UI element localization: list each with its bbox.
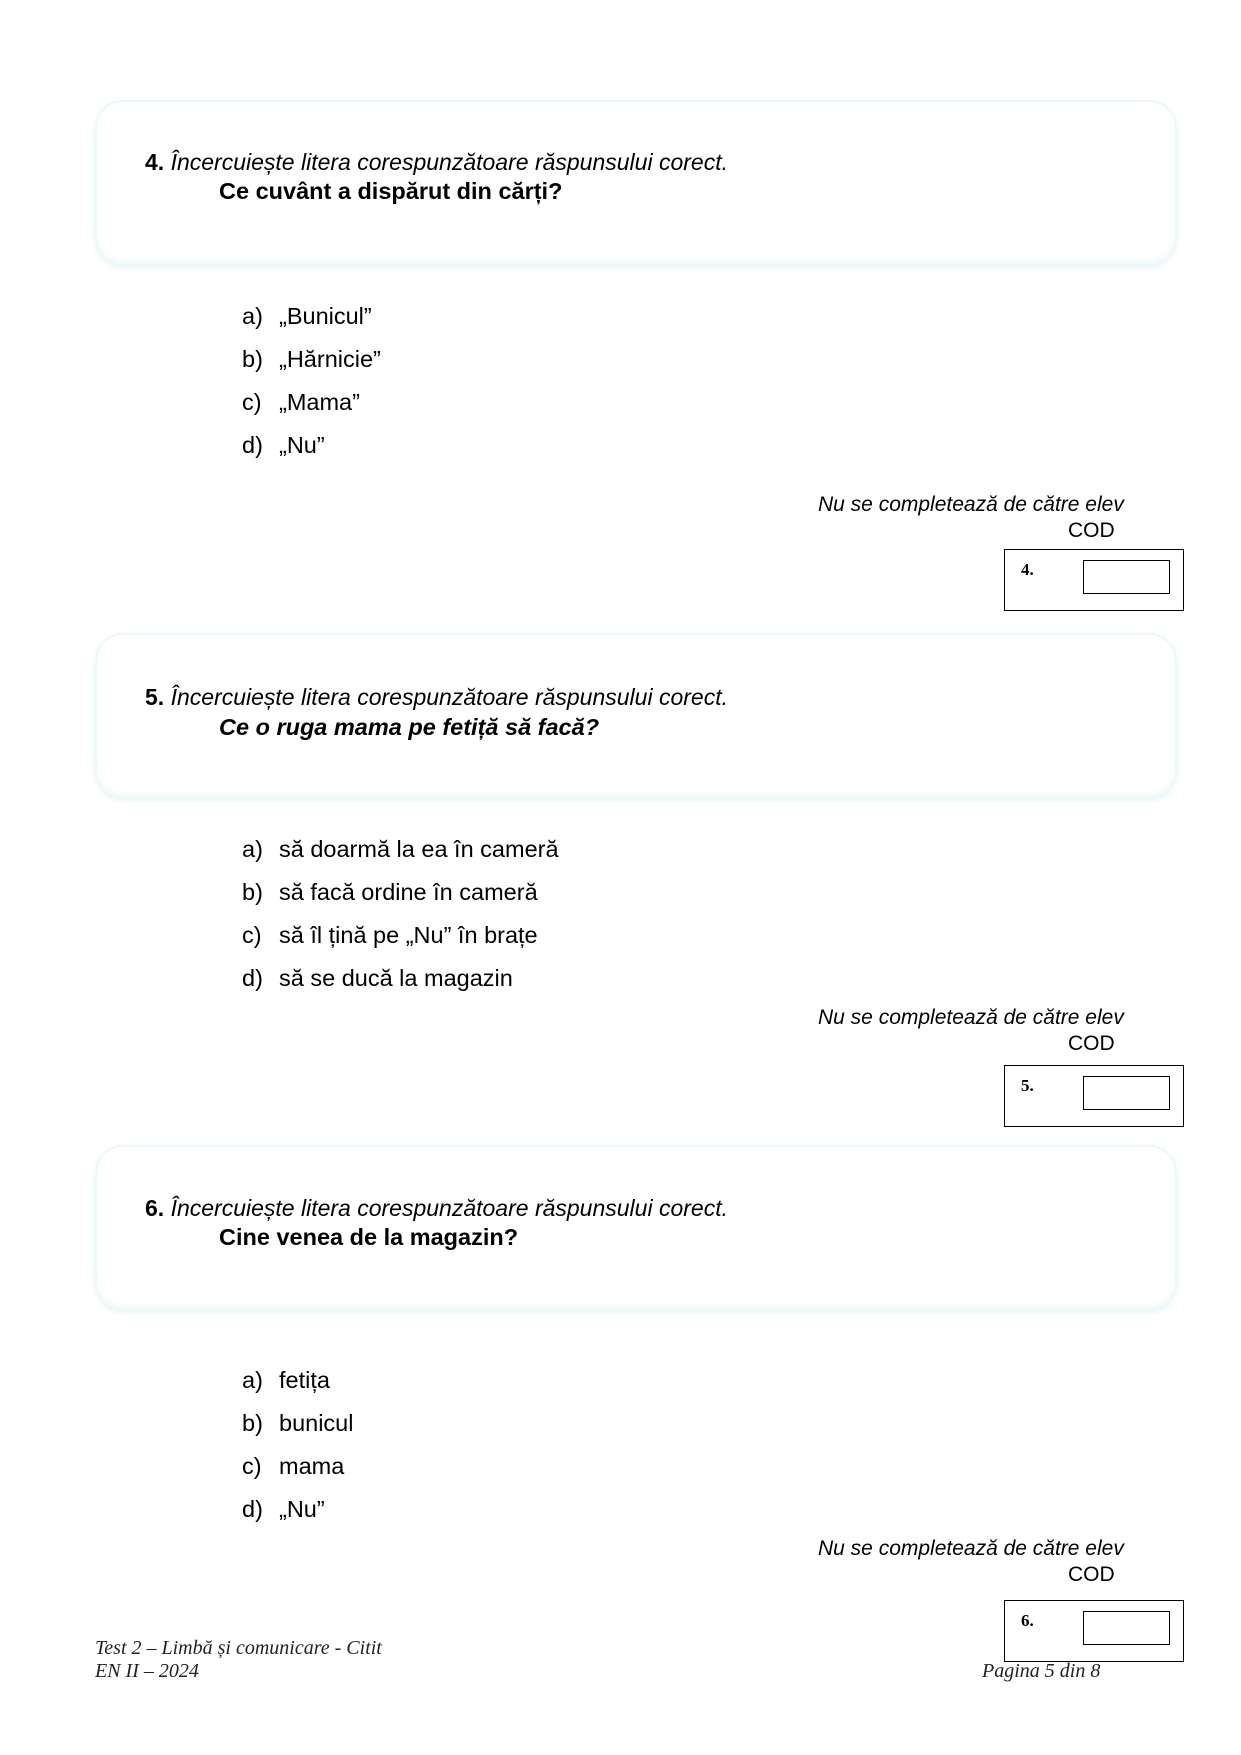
- option-letter: d): [242, 965, 263, 991]
- cod-number: 4.: [1021, 560, 1034, 579]
- cod-box-6: [1004, 1600, 1184, 1662]
- grader-note-6: Nu se completează de către elev: [818, 1537, 1124, 1560]
- footer-exam: EN II – 2024: [95, 1660, 199, 1682]
- option-text: „Mama”: [279, 389, 360, 415]
- option-letter: d): [242, 1496, 263, 1522]
- option-letter: b): [242, 346, 263, 372]
- question-5-text: Ce o ruga mama pe fetiță să facă?: [219, 714, 600, 740]
- option-6b[interactable]: [242, 1409, 353, 1437]
- question-6-instruction-line: [145, 1194, 728, 1222]
- option-4a[interactable]: [242, 302, 372, 330]
- option-text: bunicul: [279, 1410, 354, 1436]
- cod-box-4: [1004, 549, 1184, 611]
- option-letter: c): [242, 389, 262, 415]
- footer-test-title: Test 2 – Limbă și comunicare - Citit: [95, 1637, 382, 1659]
- option-text: „Nu”: [279, 1496, 325, 1522]
- option-letter: a): [242, 303, 263, 329]
- cod-score-field: [1083, 1611, 1170, 1645]
- option-letter: b): [242, 1410, 263, 1436]
- option-text: să facă ordine în cameră: [279, 879, 538, 905]
- option-6d[interactable]: [242, 1495, 325, 1523]
- option-text: să se ducă la magazin: [279, 965, 513, 991]
- question-6-text: Cine venea de la magazin?: [219, 1224, 519, 1250]
- option-letter: a): [242, 836, 263, 862]
- option-text: „Hărnicie”: [279, 346, 381, 372]
- cod-number: 5.: [1021, 1076, 1034, 1095]
- option-5a[interactable]: [242, 835, 559, 863]
- question-number: 6.: [145, 1195, 165, 1221]
- cod-label-5: COD: [1068, 1032, 1115, 1055]
- question-instruction: Încercuiește litera corespunzătoare răspunsului corect.: [170, 1195, 728, 1221]
- question-4-text: Ce cuvânt a dispărut din cărți?: [219, 178, 563, 204]
- option-text: „Bunicul”: [279, 303, 372, 329]
- option-text: să doarmă la ea în cameră: [279, 836, 559, 862]
- option-text: „Nu”: [279, 432, 325, 458]
- question-5-instruction-line: [145, 683, 728, 711]
- cod-label-6: COD: [1068, 1563, 1115, 1586]
- question-instruction: Încercuiește litera corespunzătoare răspunsului corect.: [170, 149, 728, 175]
- option-letter: b): [242, 879, 263, 905]
- question-4-instruction-line: [145, 148, 728, 176]
- option-text: să îl țină pe „Nu” în brațe: [279, 922, 538, 948]
- question-number: 5.: [145, 684, 165, 710]
- option-4b[interactable]: [242, 345, 381, 373]
- question-number: 4.: [145, 149, 165, 175]
- cod-score-field: [1083, 560, 1170, 594]
- option-text: fetița: [279, 1367, 330, 1393]
- option-text: mama: [279, 1453, 345, 1479]
- option-5b[interactable]: [242, 878, 538, 906]
- cod-label-4: COD: [1068, 519, 1115, 542]
- grader-note-4: Nu se completează de către elev: [818, 493, 1124, 516]
- cod-number: 6.: [1021, 1611, 1034, 1630]
- option-5c[interactable]: [242, 921, 538, 949]
- option-5d[interactable]: [242, 964, 513, 992]
- option-6a[interactable]: [242, 1366, 330, 1394]
- option-6c[interactable]: [242, 1452, 344, 1480]
- option-letter: d): [242, 432, 263, 458]
- option-letter: c): [242, 922, 262, 948]
- option-4d[interactable]: [242, 431, 325, 459]
- option-letter: c): [242, 1453, 262, 1479]
- cod-box-5: [1004, 1065, 1184, 1127]
- question-instruction: Încercuiește litera corespunzătoare răspunsului corect.: [170, 684, 728, 710]
- grader-note-5: Nu se completează de către elev: [818, 1006, 1124, 1029]
- footer-page-number: Pagina 5 din 8: [982, 1660, 1101, 1682]
- option-4c[interactable]: [242, 388, 360, 416]
- option-letter: a): [242, 1367, 263, 1393]
- cod-score-field: [1083, 1076, 1170, 1110]
